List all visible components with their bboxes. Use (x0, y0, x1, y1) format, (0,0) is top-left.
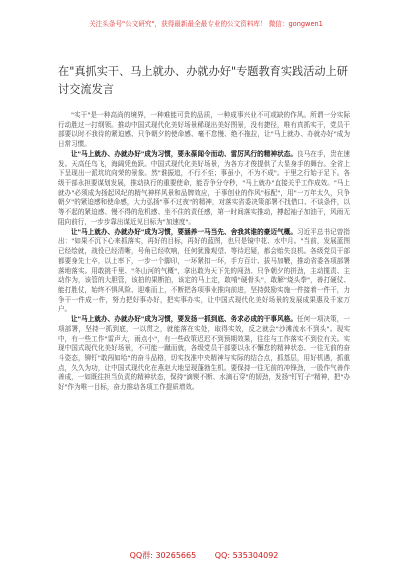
section-1-heading: 让"马上就办、办就办好"成为习惯，要永葆闻令而动、雷厉风行的精神状态。 (71, 149, 297, 158)
article-body (58, 111, 350, 393)
contact-footer (0, 550, 408, 561)
section-3-heading: 让"马上就办、办就办好"成为习惯，要发扬一抓到底、务求必成的干事风格。 (71, 315, 297, 324)
section-2-text: 习近平总书记曾指出："如果不沉下心来抓落实，再好的目标，再好的蓝图，也只是镜中花、水中月。"当前，发展蓝图已经绘就，战役已经清晰，号角已经吹响，任何犹豫观望、等待迟疑，都会贻失良机。各级党员干部都要身先士卒，以上率下，一步一个脚印，一环紧扣一环，手方百计、拔马加鞭，推动省委各项部署落地落实。用敢挑千里、"冬山河的气概"，拿出敢为天下先的闯劲、只争朝夕的拼劲，主动揽责、主动作为，该管的大胆管，该拍的果断拍，该定的马上定，敢啃"硬骨头"，敢解"烧头拳"，善打硬仗、能打胜仗，始终不惧风险、迎难而上，不断把各项事业推向前进，坚持鼓励实施一件接着一件干，力争干一件成一件，努力把好事办好，把实事办实，让中国式现代化美好场景的发展成果惠及千家万户。 (58, 227, 350, 314)
section-2-heading: 让"马上就办、办就办好"成为习惯，要涵养一马当先、舍我其谁的豪迈气概。 (71, 227, 297, 236)
section-1-text: 良马在手，贵在速发。天高任鸟飞，海阔凭鱼跃。中国式现代化美好场景，为各方才俊提供了大显身手的舞台。全省上下呈现出一派坑坑向荣的景象。然"谁振追，不行不至；事虽小，不为不成"。于里之行始于足下。各级干部永担要谋划发展，推动执行的重要使命，能否争分夺秒，"马上就办"直接关乎工作成效。"马上就办"必须成为扬起风纪的精气神样风景和品牌效应，于事创业的作风"标配"，用"一万年太久，只争朝夕"的紧迫感和使命感，大力弘扬"事不过夜"的精神，对落实省委决策部署不找借口、不谈条件，以等不起的紧迫感、慢不得的危机感、坐不住的责任感，第一时间落实推动，搏起袖子加油干，风雨无阻向前行，一步步靠出谋近见目标为"加速度"。 (58, 149, 350, 226)
promo-banner: 关注头条号"公文研究"，获得最新最全最专业的公文资料库！ 微信：gongwen1 (89, 20, 323, 28)
section-3-text: 任何一项决策，一项部署，坚持一抓到底，一以贯之，就能落在实处，取得实效，反之就会"沙滩流水不到头"。现实中，有一些工作"雷声大，雨点小"，有一些政策迟迟不到预期效果，往往与工作落实不到位有关。实现中国式现代化美好场景，不可能一蹴而就，各级党员干部要以永不懈怠的精神状态、一往无前的奋斗姿态，铆钉"敢闯如哈"的奋斗品格，切实找准中央精神与实际的结合点，抓基层，用好机遇，抓重点，久久为功，让中国式现代化在燕赵大地呈现蓬勃生机。要保持一往无前的冲锋劲，一股作气善作善成，一如既往担当负责的精神状态，保持"滴锲不断、水滴石穿"的韧劲，发扬"钉钉子"精神，把"办好"作为唯一目标，奋力推动各项工作提质增效。 (58, 315, 350, 392)
paragraph-section-2 (58, 228, 350, 315)
paragraph-section-3 (58, 315, 350, 393)
article-title: 在"真抓实干、马上就办、办就办好"专题教育实践活动上研讨交流发言 (58, 65, 348, 96)
qq-group-number: QQ群: 30265665 (129, 551, 197, 560)
paragraph-intro: "实干"是一种高尚的境界，一种难能可贵的品质，一种成事兴业不可或缺的作风。所谓一分实际行动胜过一打纲领。推动中国式现代化美好场景稀现出美好图景，没有捷径，唯有真抓实干，党员干部要以时不我待的紧迫感、只争朝夕的使命感、毫不怠慢、绝不拖拉，让"马上就办、办就办好"成为日常习惯。 (58, 111, 350, 149)
paragraph-section-1 (58, 150, 350, 228)
qq-number: QQ: 535304092 (214, 551, 279, 560)
